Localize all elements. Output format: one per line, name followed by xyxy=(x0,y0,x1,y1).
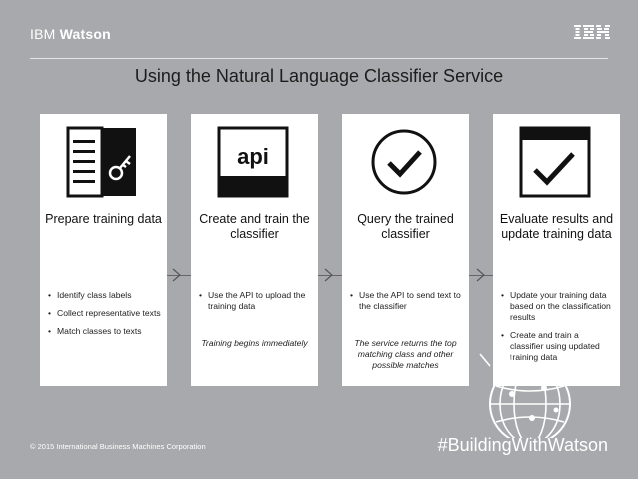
bullet-list xyxy=(48,290,161,344)
bullet-item: • Match classes to texts xyxy=(48,326,161,337)
header-divider xyxy=(30,58,608,59)
copyright-text: © 2015 International Business Machines Corporation xyxy=(30,442,206,451)
step-note: The service returns the top matching class and other possible matches xyxy=(354,338,457,370)
bullet-list xyxy=(350,290,463,319)
ibm-logo-icon xyxy=(574,24,610,40)
step-title: Create and train the classifier xyxy=(199,212,310,241)
chevron-right-icon xyxy=(170,268,184,282)
chevron-right-icon xyxy=(474,268,488,282)
bullet-item: • Update your training data based on the classification results xyxy=(501,290,614,323)
document-key-icon xyxy=(66,126,138,198)
step-title: Query the trained classifier xyxy=(357,212,454,241)
step-title: Evaluate results and update training data xyxy=(499,212,614,241)
brand-ibm: IBM xyxy=(30,26,56,42)
api-icon-label: api xyxy=(237,144,269,169)
checkmark-window-icon xyxy=(519,126,591,198)
bullet-item: • Use the API to upload the training data xyxy=(199,290,312,312)
bullet-item: • Collect representative texts xyxy=(48,308,161,319)
api-icon xyxy=(217,126,289,198)
bullet-item: • Use the API to send text to the classifier xyxy=(350,290,463,312)
checkmark-circle-icon xyxy=(368,126,440,198)
step-note: Training begins immediately xyxy=(201,338,308,348)
brand-wordmark xyxy=(30,26,111,42)
step-card-query xyxy=(342,114,469,386)
page-title: Using the Natural Language Classifier Service xyxy=(0,66,638,87)
watson-globe-icon xyxy=(472,338,590,438)
step-card-create xyxy=(191,114,318,386)
step-card-prepare xyxy=(40,114,167,386)
chevron-right-icon xyxy=(322,268,336,282)
bullet-list xyxy=(199,290,312,319)
brand-watson: Watson xyxy=(59,26,111,42)
bullet-item: • Identify class labels xyxy=(48,290,161,301)
bullet-item: • Create and train a classifier using updated training data xyxy=(501,330,614,363)
step-title: Prepare training data xyxy=(45,212,162,226)
hashtag-text: #BuildingWithWatson xyxy=(437,435,608,455)
